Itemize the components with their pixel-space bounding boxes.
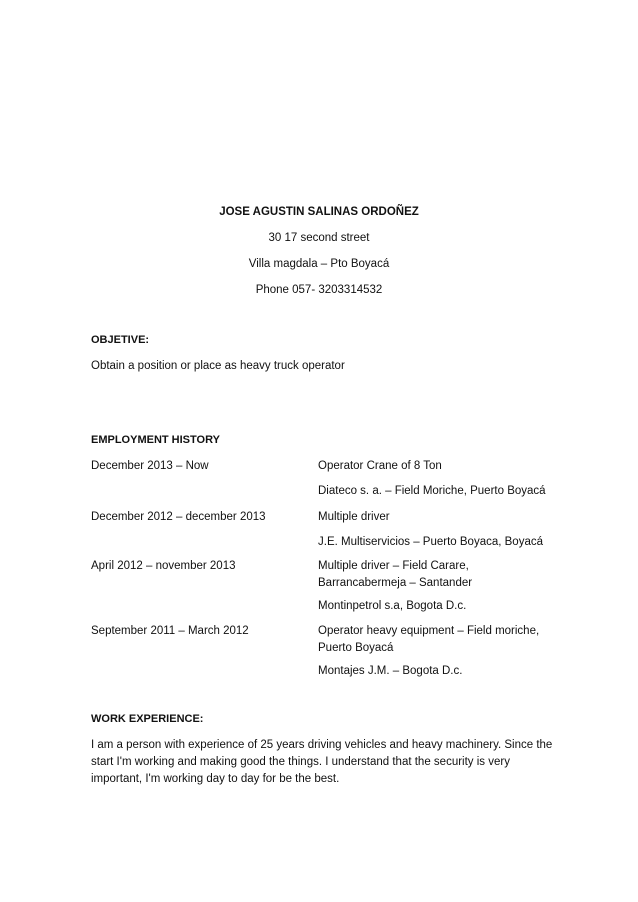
objective-text: Obtain a position or place as heavy truck operator — [91, 360, 345, 372]
employment-company: J.E. Multiservicios – Puerto Boyaca, Boyacá — [318, 536, 543, 548]
employment-role: Multiple driver – Field Carare, Barrancabermeja – Santander — [318, 560, 473, 589]
employment-role: Operator Crane of 8 Ton — [318, 460, 442, 472]
objective-title: OBJETIVE: — [91, 334, 150, 346]
employment-period: December 2012 – december 2013 — [91, 511, 266, 523]
city-line: Villa magdala – Pto Boyacá — [248, 258, 390, 270]
employment-title: EMPLOYMENT HISTORY — [91, 434, 220, 446]
employment-company: Diateco s. a. – Field Moriche, Puerto Boyacá — [318, 485, 546, 497]
employment-period: September 2011 – March 2012 — [91, 625, 249, 637]
phone-line: Phone 057- 3203314532 — [255, 284, 383, 296]
employment-role: Multiple driver — [318, 511, 390, 523]
employment-role: Operator heavy equipment – Field moriche, Puerto Boyacá — [318, 625, 540, 654]
employment-period: December 2013 – Now — [91, 460, 209, 472]
candidate-name: JOSE AGUSTIN SALINAS ORDOÑEZ — [219, 206, 419, 218]
employment-company: Montajes J.M. – Bogota D.c. — [318, 665, 463, 677]
employment-company: Montinpetrol s.a, Bogota D.c. — [318, 600, 467, 612]
resume-header — [0, 205, 638, 309]
employment-period: April 2012 – november 2013 — [91, 560, 236, 572]
address-line: 30 17 second street — [268, 232, 370, 244]
work-experience-title: WORK EXPERIENCE: — [91, 713, 204, 725]
work-experience-text: I am a person with experience of 25 years driving vehicles and heavy machinery. Since the start I'm working and making good the things. I understand that the security is very important, I'm working day to day for be the best. — [91, 739, 553, 785]
